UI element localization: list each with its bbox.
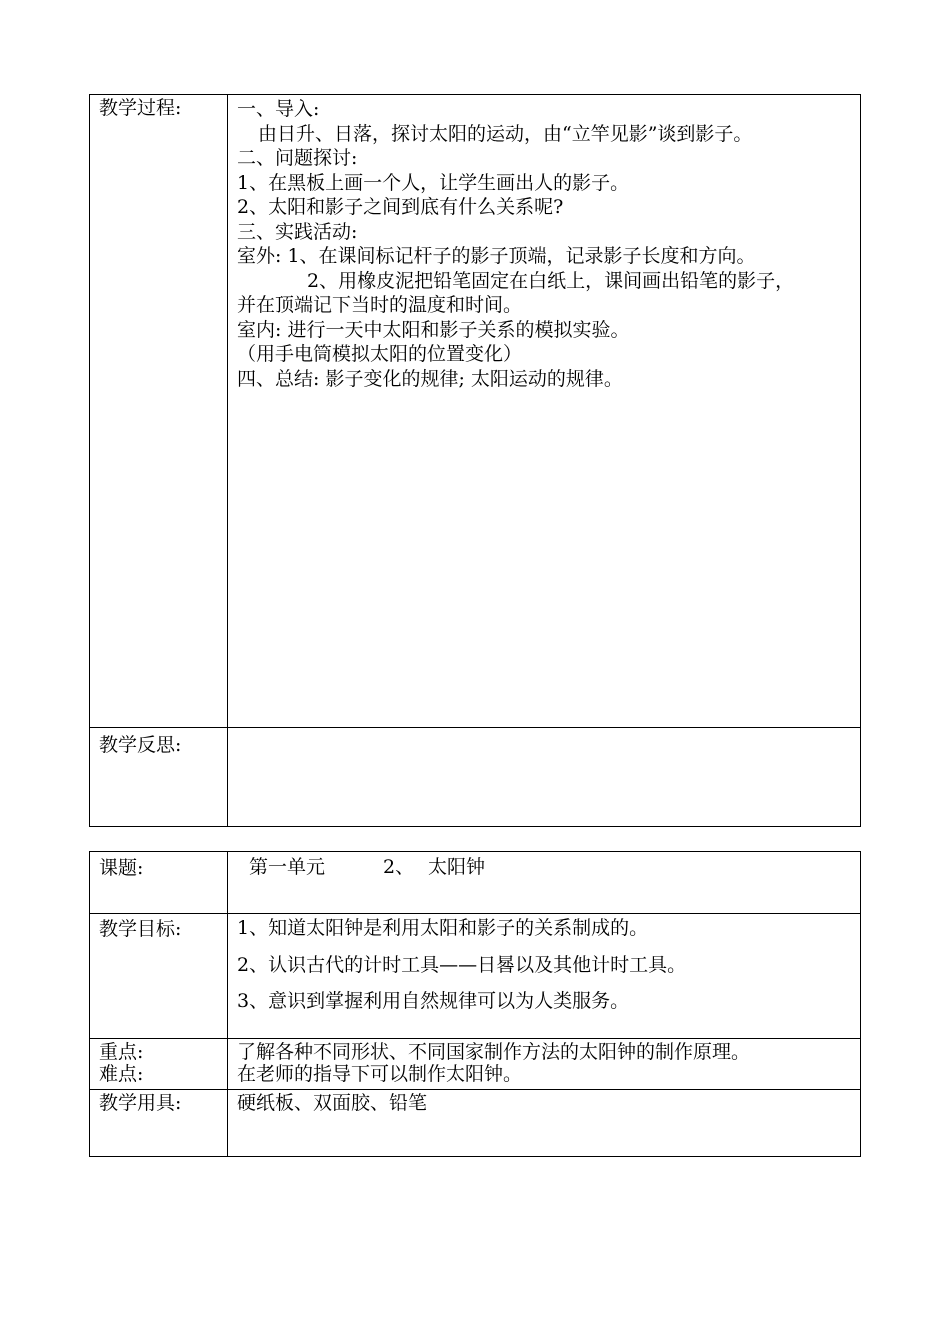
topic-number: 2、	[383, 856, 415, 878]
tools-row	[90, 1090, 861, 1157]
process-line: 四、总结: 影子变化的规律; 太阳运动的规律。	[237, 367, 623, 390]
key-difficulty-label-cell	[90, 1039, 228, 1090]
process-line: 由日升、日落，探讨太阳的运动，由“立竿见影”谈到影子。	[258, 122, 753, 145]
process-line: （用手电筒模拟太阳的位置变化）	[237, 343, 523, 365]
goals-content-cell	[228, 914, 861, 1039]
process-line: 1、在黑板上画一个人，让学生画出人的影子。	[237, 171, 630, 194]
process-label-cell	[90, 95, 228, 728]
process-content-cell	[228, 95, 861, 728]
difficulty-text: 在老师的指导下可以制作太阳钟。	[237, 1063, 523, 1085]
topic-title: 太阳钟	[428, 856, 486, 878]
process-line: 室外: 1、在课间标记杆子的影子顶端，记录影子长度和方向。	[237, 245, 756, 267]
key-label: 重点:	[99, 1041, 144, 1063]
goal-item: 3、意识到掌握利用自然规律可以为人类服务。	[237, 990, 630, 1012]
process-line: 三、实践活动:	[237, 220, 358, 243]
goals-label: 教学目标:	[99, 918, 182, 940]
reflection-label: 教学反思:	[99, 734, 182, 756]
process-row	[90, 95, 861, 728]
topic-row	[90, 852, 861, 914]
process-line: 一、导入:	[237, 98, 320, 120]
difficulty-label: 难点:	[99, 1063, 144, 1085]
reflection-content-cell	[228, 728, 861, 827]
process-line: 2、太阳和影子之间到底有什么关系呢?	[237, 196, 564, 218]
topic-label-cell	[90, 852, 228, 914]
tools-label-cell	[90, 1090, 228, 1157]
topic-label: 课题:	[99, 857, 144, 879]
reflection-row	[90, 728, 861, 827]
reflection-label-cell	[90, 728, 228, 827]
tools-text: 硬纸板、双面胶、铅笔	[237, 1092, 428, 1114]
process-line: 室内: 进行一天中太阳和影子关系的模拟实验。	[237, 318, 630, 341]
tools-label: 教学用具:	[99, 1092, 182, 1114]
goals-label-cell	[90, 914, 228, 1039]
goals-row	[90, 914, 861, 1039]
goal-item: 1、知道太阳钟是利用太阳和影子的关系制成的。	[237, 917, 649, 939]
topic-unit: 第一单元	[249, 856, 326, 878]
lesson-plan-table	[89, 851, 861, 1157]
process-line: 并在顶端记下当时的温度和时间。	[237, 294, 523, 316]
key-difficulty-row	[90, 1039, 861, 1090]
key-difficulty-content-cell	[228, 1039, 861, 1090]
lesson-process-table	[89, 94, 861, 827]
tools-content-cell	[228, 1090, 861, 1157]
key-text: 了解各种不同形状、不同国家制作方法的太阳钟的制作原理。	[237, 1041, 751, 1063]
goal-item: 2、认识古代的计时工具——日晷以及其他计时工具。	[237, 953, 687, 976]
topic-line	[237, 855, 852, 879]
topic-content-cell	[228, 852, 861, 914]
process-line: 二、问题探讨:	[237, 147, 358, 169]
process-line: 2、用橡皮泥把铅笔固定在白纸上，课间画出铅笔的影子，	[307, 269, 795, 292]
process-label: 教学过程:	[99, 97, 182, 119]
